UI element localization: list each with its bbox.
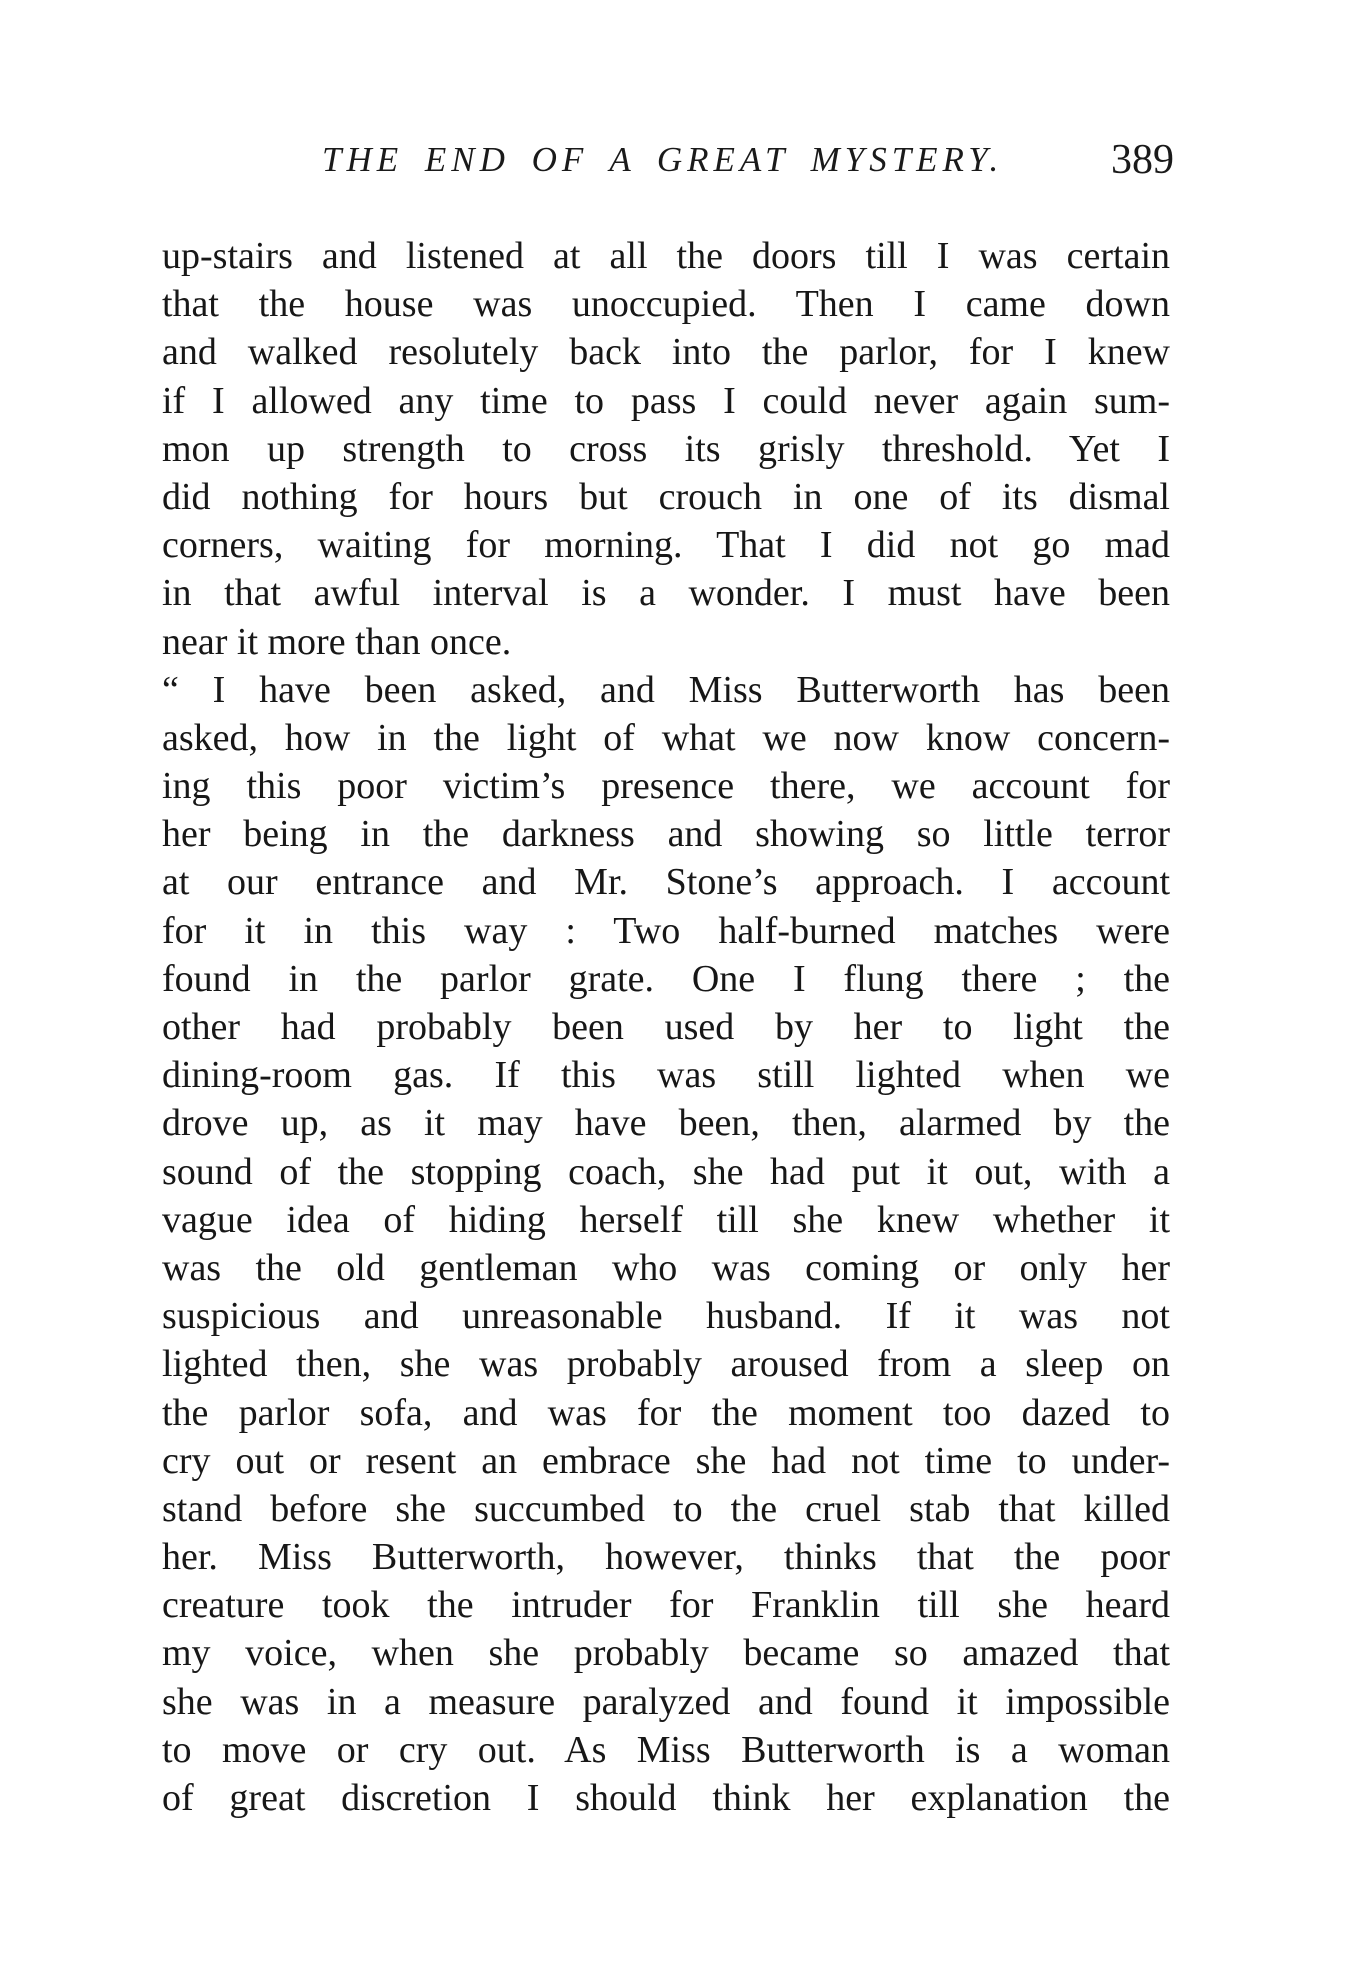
text-line: suspicious and unreasonable husband. If it was not xyxy=(162,1295,1170,1338)
text-line: was the old gentleman who was coming or only her xyxy=(162,1246,1170,1289)
body-text xyxy=(162,232,1170,1822)
text-line: vague idea of hiding herself till she knew whether it xyxy=(162,1198,1170,1241)
text-line: in that awful interval is a wonder. I must have been xyxy=(162,572,1170,615)
text-line: at our entrance and Mr. Stone’s approach. I account xyxy=(162,861,1170,904)
paragraph-end-line: near it more than once. xyxy=(162,620,512,663)
text-line: she was in a measure paralyzed and found it impossible xyxy=(162,1680,1170,1723)
text-line: for it in this way : Two half-burned matches were xyxy=(162,909,1170,952)
text-line: other had probably been used by her to light the xyxy=(162,1006,1170,1048)
text-line: drove up, as it may have been, then, alarmed by the xyxy=(162,1102,1170,1145)
page-number: 389 xyxy=(1111,137,1174,183)
text-line: found in the parlor grate. One I flung there ; the xyxy=(162,957,1170,1000)
paragraph-start-line: “ I have been asked, and Miss Butterworth has been xyxy=(162,668,1170,711)
text-line: her being in the darkness and showing so little terror xyxy=(162,813,1170,856)
text-line: sound of the stopping coach, she had put it out, with a xyxy=(162,1150,1170,1193)
text-line: creature took the intruder for Franklin till she heard xyxy=(162,1584,1170,1627)
text-line: lighted then, she was probably aroused from a sleep on xyxy=(162,1343,1170,1386)
text-line: dining-room gas. If this was still lighted when we xyxy=(162,1054,1170,1097)
text-line: of great discretion I should think her explanation the xyxy=(162,1777,1170,1819)
text-line: did nothing for hours but crouch in one of its dismal xyxy=(162,475,1170,518)
running-head xyxy=(164,138,1174,198)
text-line: my voice, when she probably became so amazed that xyxy=(162,1632,1170,1675)
text-line: ing this poor victim’s presence there, we account for xyxy=(162,765,1170,808)
text-line: corners, waiting for morning. That I did not go mad xyxy=(162,524,1170,567)
text-line: to move or cry out. As Miss Butterworth is a woman xyxy=(162,1728,1170,1771)
text-line: stand before she succumbed to the cruel stab that killed xyxy=(162,1487,1170,1530)
text-line: if I allowed any time to pass I could never again sum- xyxy=(162,379,1170,422)
text-line: asked, how in the light of what we now know concern- xyxy=(162,716,1170,759)
running-title: THE END OF A GREAT MYSTERY. xyxy=(322,140,1004,179)
text-line: up-stairs and listened at all the doors till I was certain xyxy=(162,235,1170,277)
text-line: cry out or resent an embrace she had not time to under- xyxy=(162,1439,1170,1482)
text-line: mon up strength to cross its grisly threshold. Yet I xyxy=(162,427,1170,470)
text-line: that the house was unoccupied. Then I came down xyxy=(162,283,1170,326)
text-line: and walked resolutely back into the parlor, for I knew xyxy=(162,331,1170,374)
text-line: the parlor sofa, and was for the moment too dazed to xyxy=(162,1391,1170,1434)
text-line: her. Miss Butterworth, however, thinks that the poor xyxy=(162,1536,1170,1579)
